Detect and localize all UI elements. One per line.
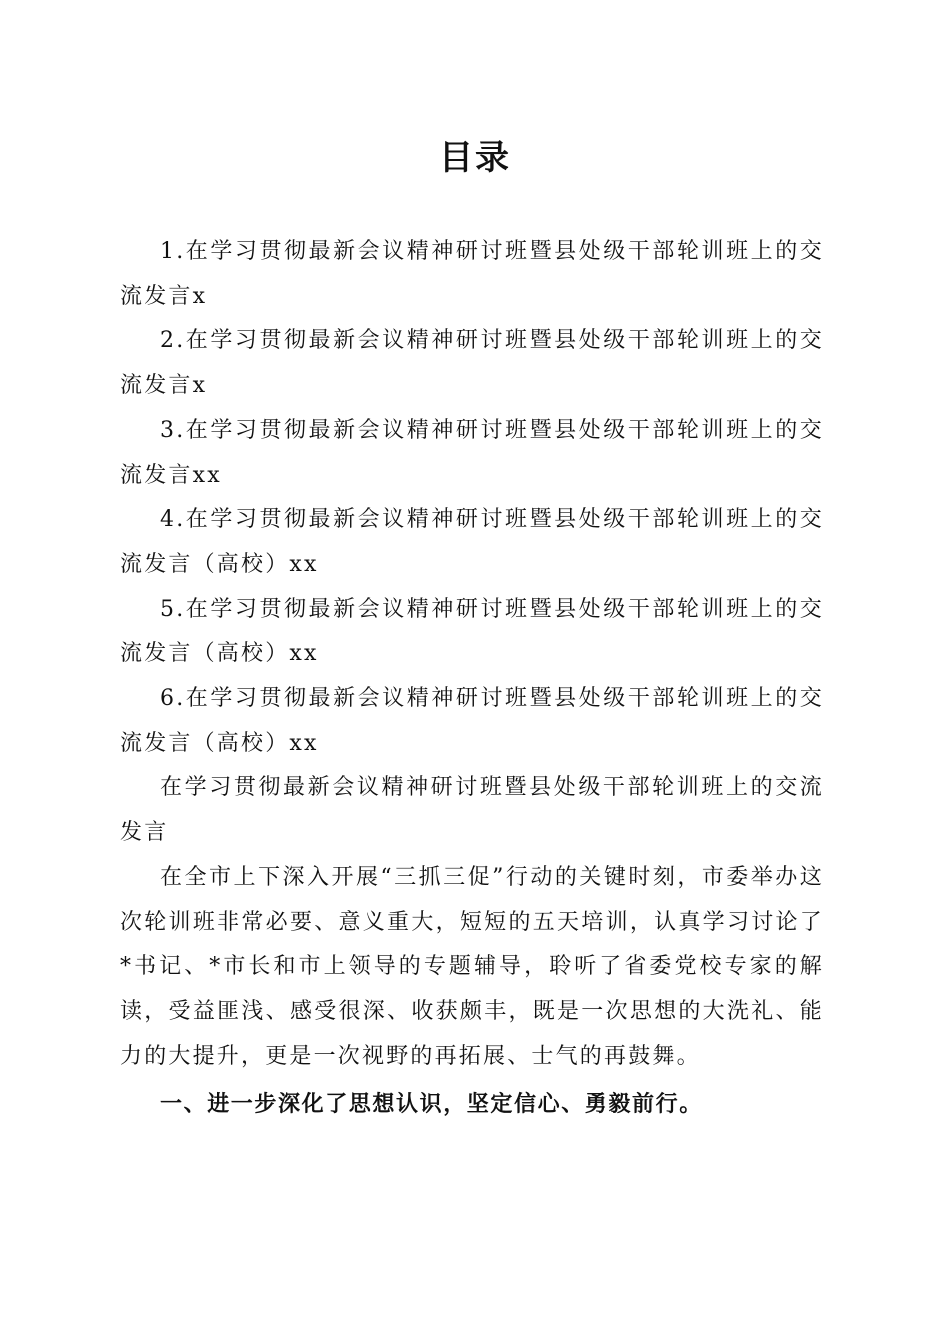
article-title: 在学习贯彻最新会议精神研讨班暨县处级干部轮训班上的交流发言	[120, 775, 824, 846]
section-heading: 一、进一步深化了思想认识，坚定信心、勇毅前行。	[160, 1092, 703, 1118]
toc-entry-1: 1.在学习贯彻最新会议精神研讨班暨县处级干部轮训班上的交流发言x	[120, 239, 824, 309]
toc-entry-4: 4.在学习贯彻最新会议精神研讨班暨县处级干部轮训班上的交流发言（高校）xx	[120, 507, 824, 577]
toc-entry-6: 6.在学习贯彻最新会议精神研讨班暨县处级干部轮训班上的交流发言（高校）xx	[120, 686, 824, 756]
intro-paragraph: 在全市上下深入开展“三抓三促”行动的关键时刻，市委举办这次轮训班非常必要、意义重大，短短的五天培训，认真学习讨论了*书记、*市长和市上领导的专题辅导，聆听了省委党校专家的解读，受益匪浅、感受很深、收获颇丰，既是一次思想的大洗礼、能力的大提升，更是一次视野的再拓展、士气的再鼓舞。	[120, 864, 824, 1069]
page-title: 目录	[439, 138, 511, 178]
toc-entry-2: 2.在学习贯彻最新会议精神研讨班暨县处级干部轮训班上的交流发言x	[120, 328, 824, 399]
document-body	[120, 230, 824, 1128]
toc-entry-5: 5.在学习贯彻最新会议精神研讨班暨县处级干部轮训班上的交流发言（高校）xx	[120, 596, 824, 667]
toc-entry-3: 3.在学习贯彻最新会议精神研讨班暨县处级干部轮训班上的交流发言xx	[120, 417, 824, 488]
